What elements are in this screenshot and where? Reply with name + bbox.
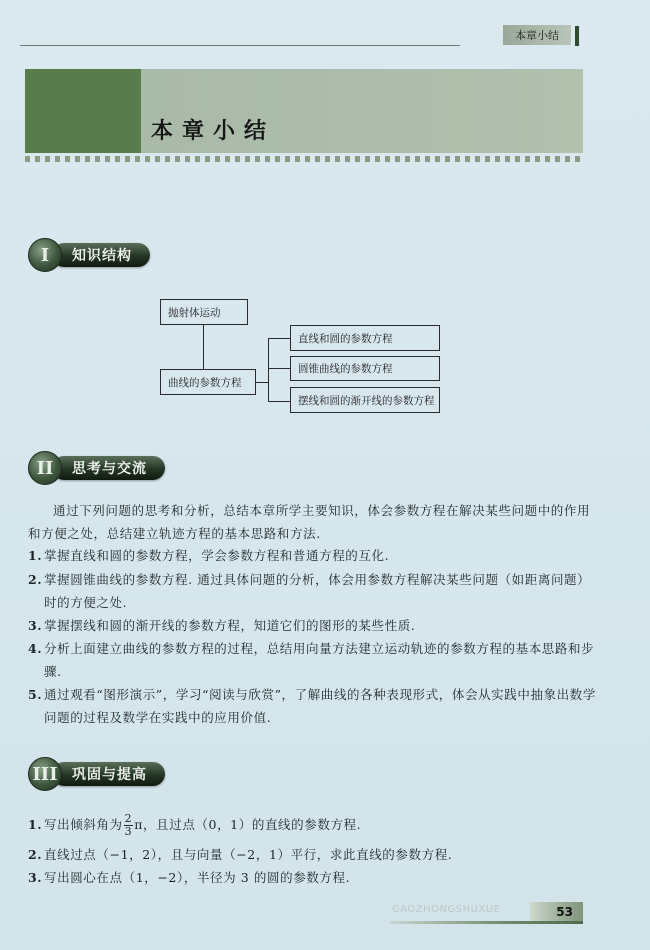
connector-line (268, 338, 290, 339)
item-number: 2. (28, 572, 43, 587)
item-text: 掌握摆线和圆的渐开线的参数方程，知道它们的图形的某些性质. (44, 618, 416, 633)
item-text: 掌握直线和圆的参数方程，学会参数方程和普通方程的互化. (44, 548, 390, 563)
banner-dark-block (25, 69, 141, 153)
roman-numeral-badge: II (28, 451, 62, 485)
section-header-thinking-discussion (28, 453, 165, 483)
header-accent-bar (575, 26, 579, 46)
fraction (124, 813, 134, 838)
chapter-banner (25, 69, 583, 153)
fraction-denominator: 3 (124, 825, 133, 838)
node-line-circle: 直线和圆的参数方程 (290, 325, 440, 351)
reflection-item (28, 637, 603, 683)
item-text: 掌握圆锥曲线的参数方程. 通过具体问题的分析，体会用参数方程解决某些问题（如距离问题）时的方便之处. (44, 572, 591, 610)
item-number: 2. (28, 847, 43, 862)
header-rule (20, 45, 460, 46)
reflection-intro: 通过下列问题的思考和分析，总结本章所学主要知识，体会参数方程在解决某些问题中的作用和方便之处，总结建立轨迹方程的基本思路和方法. (28, 503, 591, 541)
connector-line (268, 338, 269, 402)
item-text: 通过观看“图形演示”，学习“阅读与欣赏”，了解曲线的各种表现形式，体会从实践中抽象出数学问题的过程及数学在实践中的应用价值. (44, 687, 596, 725)
page-number: 53 (530, 902, 583, 921)
reflection-item (28, 614, 603, 637)
connector-line (256, 382, 268, 383)
connector-line (203, 325, 204, 369)
item-text: 分析上面建立曲线的参数方程的过程，总结用向量方法建立运动轨迹的参数方程的基本思路和步骤. (44, 641, 595, 679)
item-number: 3. (28, 870, 43, 885)
dotted-divider (25, 156, 583, 162)
running-header-label: 本章小结 (503, 25, 571, 45)
exercise-text-pre: 写出倾斜角为 (44, 817, 123, 832)
reflection-item (28, 568, 603, 614)
item-text: 写出圆心在点（1，−2），半径为 3 的圆的参数方程. (44, 870, 351, 885)
section-title: 思考与交流 (52, 456, 165, 480)
node-conic-sections: 圆锥曲线的参数方程 (290, 356, 440, 381)
item-number: 3. (28, 618, 43, 633)
roman-numeral-badge: III (28, 757, 62, 791)
item-number: 4. (28, 641, 43, 656)
node-curve-parametric-equations: 曲线的参数方程 (160, 369, 256, 395)
item-text (44, 813, 603, 838)
section-header-consolidation (28, 759, 165, 789)
exercise-item (28, 843, 603, 866)
node-projectile-motion: 抛射体运动 (160, 299, 248, 325)
section-header-knowledge-structure (28, 240, 150, 270)
connector-line (268, 368, 290, 369)
roman-numeral-badge: I (28, 238, 62, 272)
connector-line (268, 401, 290, 402)
exercise-item (28, 866, 603, 889)
node-cycloid-involute: 摆线和圆的渐开线的参数方程 (290, 387, 440, 413)
page-title: 本章小结 (151, 119, 276, 144)
item-number: 1. (28, 548, 43, 563)
item-text: 直线过点（−1，2），且与向量（−2，1）平行，求此直线的参数方程. (44, 847, 453, 862)
section-title: 巩固与提高 (52, 762, 165, 786)
exercise-text-post: π，且过点（0，1）的直线的参数方程. (134, 817, 362, 832)
exercise-item (28, 813, 603, 838)
banner-light-block (141, 69, 583, 153)
reflection-item (28, 544, 603, 567)
fraction-numerator: 2 (124, 812, 133, 825)
item-number: 5. (28, 687, 43, 702)
section-title: 知识结构 (52, 243, 150, 267)
item-number: 1. (28, 817, 43, 832)
reflection-item (28, 683, 603, 729)
footer-brand: GAOZHONGSHUXUE (392, 904, 501, 915)
footer-rule (390, 921, 583, 924)
